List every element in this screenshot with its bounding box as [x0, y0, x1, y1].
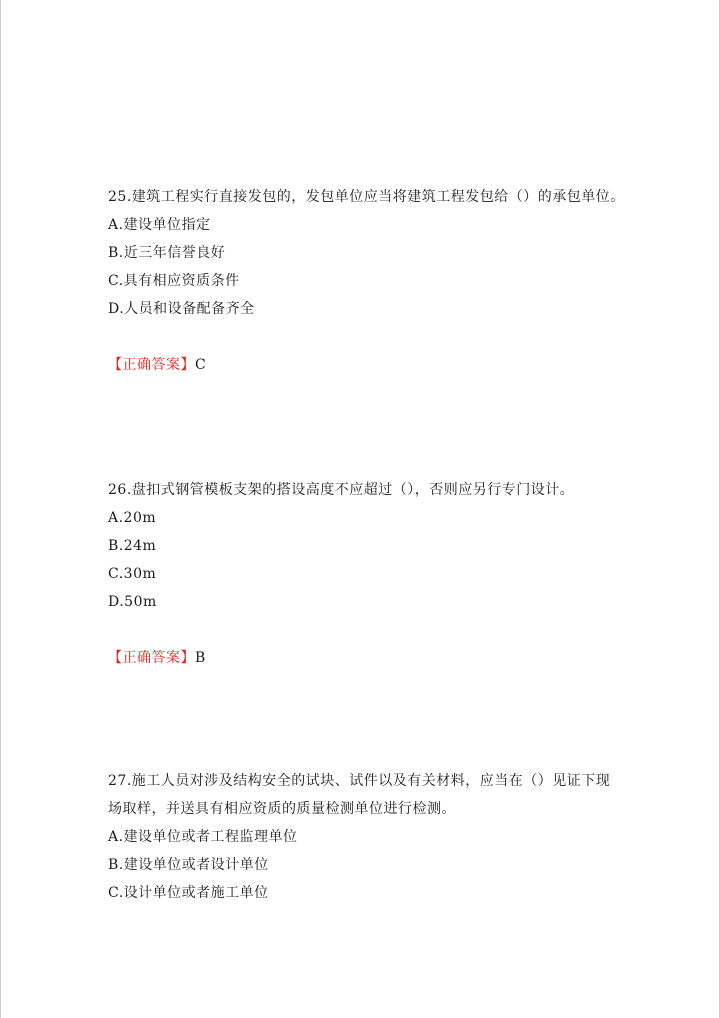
page-edge-left: [0, 0, 1, 1018]
question-25-stem: 25.建筑工程实行直接发包的，发包单位应当将建筑工程发包给（）的承包单位。: [108, 189, 625, 205]
question-25-option-a: A.建设单位指定: [108, 217, 211, 233]
question-27-option-b: B.建设单位或者设计单位: [108, 857, 269, 873]
question-27-option-c: C.设计单位或者施工单位: [108, 885, 269, 901]
question-27-stem-line-2: 场取样，并送具有相应资质的质量检测单位进行检测。: [108, 801, 456, 817]
answer-bracket-open: 【: [108, 650, 123, 666]
question-25-option-d: D.人员和设备配备齐全: [108, 301, 255, 317]
question-26-stem: 26.盘扣式钢管模板支架的搭设高度不应超过（），否则应另行专门设计。: [108, 482, 575, 498]
question-25-option-b: B.近三年信誉良好: [108, 245, 226, 261]
question-26-option-d: D.50m: [108, 594, 157, 610]
question-26-option-b: B.24m: [108, 538, 157, 554]
answer-value: C: [195, 357, 207, 373]
answer-bracket-open: 【: [108, 357, 123, 373]
answer-bracket-close: 】: [180, 650, 195, 666]
answer-label: 正确答案: [122, 357, 181, 373]
question-25-option-c: C.具有相应资质条件: [108, 273, 240, 289]
answer-label: 正确答案: [122, 650, 181, 666]
answer-bracket-close: 】: [180, 357, 195, 373]
question-27-stem-line-1: 27.施工人员对涉及结构安全的试块、试件以及有关材料，应当在（）见证下现: [108, 773, 611, 789]
question-27-option-a: A.建设单位或者工程监理单位: [108, 829, 298, 845]
question-26-option-c: C.30m: [108, 566, 157, 582]
question-26-option-a: A.20m: [108, 510, 157, 526]
question-25-answer: [108, 355, 206, 375]
answer-value: B: [195, 650, 206, 666]
question-26-answer: [108, 648, 206, 668]
